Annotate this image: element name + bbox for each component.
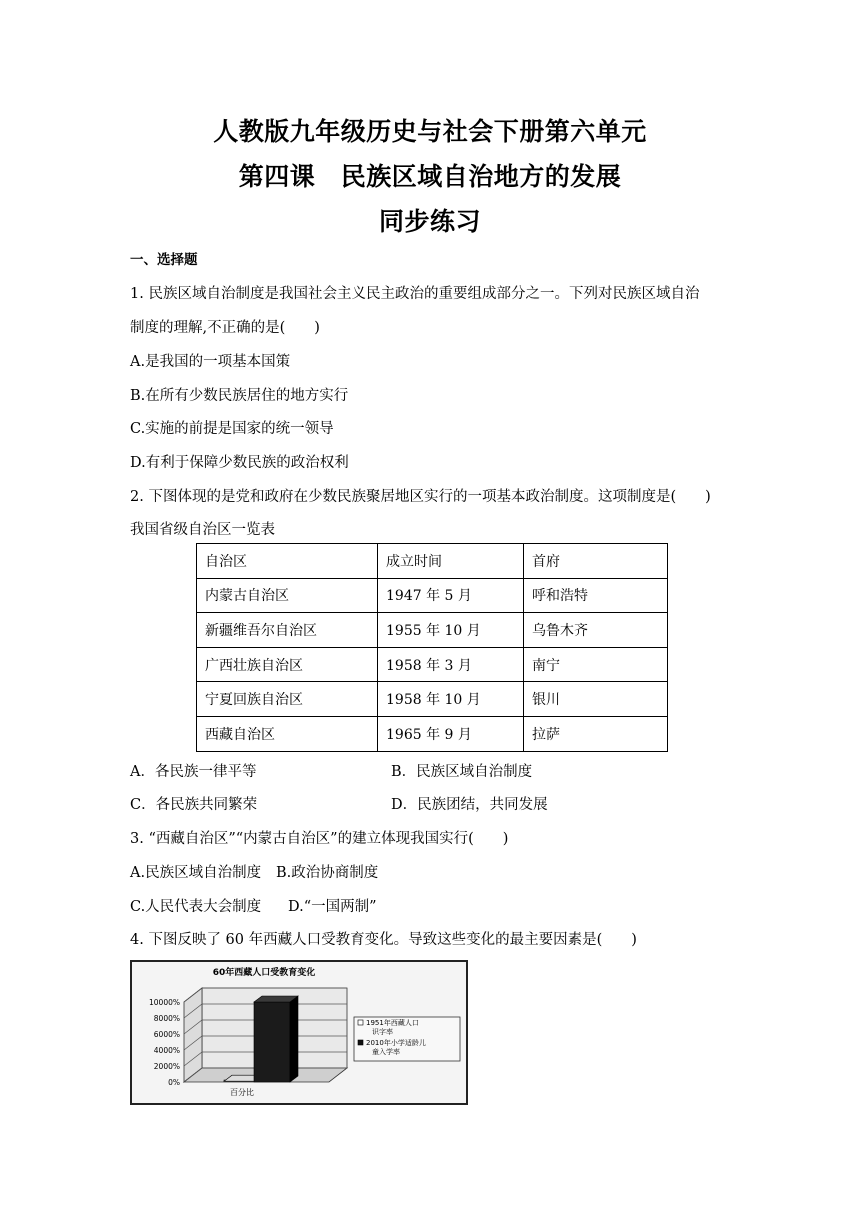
table-row (197, 716, 668, 751)
table-cell: 南宁 (524, 647, 668, 682)
chart-bar-side (290, 996, 298, 1082)
education-chart (130, 960, 468, 1105)
chart-legend-label: 2010年小学适龄儿童入学率 (366, 1039, 426, 1056)
title-line-2: 第四课 民族区域自治地方的发展 (238, 162, 622, 191)
q3-stem: 3. “西藏自治区”“内蒙古自治区”的建立体现我国实行( ) (130, 831, 509, 847)
q2-option-b: B．民族区域自治制度 (391, 764, 533, 780)
title-line-3: 同步练习 (378, 207, 481, 236)
chart-y-tick-label: 10000% (149, 998, 180, 1007)
q2-stem: 2. 下图体现的是党和政府在少数民族聚居地区实行的一项基本政治制度。这项制度是( ) (130, 489, 711, 505)
q1-option-b: B.在所有少数民族居住的地方实行 (130, 388, 349, 404)
table-row (197, 647, 668, 682)
table-cell: 拉萨 (524, 716, 668, 751)
table-cell: 西藏自治区 (197, 716, 378, 751)
title-line-1: 人教版九年级历史与社会下册第六单元 (213, 117, 647, 146)
table-cell: 新疆维吾尔自治区 (197, 613, 378, 648)
q4-stem: 4. 下图反映了 60 年西藏人口受教育变化。导致这些变化的最主要因素是( ) (130, 932, 637, 948)
table-header-row (197, 544, 668, 579)
table-cell: 1958 年 3 月 (378, 647, 524, 682)
table-cell: 1965 年 9 月 (378, 716, 524, 751)
table-header-cell: 成立时间 (378, 544, 524, 579)
q2-option-a: A．各民族一律平等 (130, 764, 257, 780)
table-cell: 广西壮族自治区 (197, 647, 378, 682)
chart-y-tick-label: 0% (168, 1078, 180, 1087)
chart-legend-label: 1951年西藏人口识字率 (366, 1019, 419, 1036)
q3-option-c: C.人民代表大会制度 (130, 899, 262, 915)
q1-stem-line1: 1. 民族区域自治制度是我国社会主义民主政治的重要组成部分之一。下列对民族区域自治 (130, 286, 700, 302)
q3-option-a: A.民族区域自治制度 (130, 865, 262, 881)
table-row (197, 613, 668, 648)
q3-option-b: B.政治协商制度 (276, 865, 379, 881)
q2-table-caption: 我国省级自治区一览表 (130, 522, 275, 538)
q1-option-d: D.有利于保障少数民族的政治权利 (130, 455, 349, 471)
table-cell: 1958 年 10 月 (378, 682, 524, 717)
table-header-cell: 自治区 (197, 544, 378, 579)
chart-bar-top (254, 996, 298, 1002)
chart-y-tick-label: 4000% (153, 1046, 180, 1055)
q1-option-c: C.实施的前提是国家的统一领导 (130, 421, 334, 437)
table-header-cell: 首府 (524, 544, 668, 579)
q1-stem-line2: 制度的理解,不正确的是( ) (130, 320, 320, 336)
autonomous-region-table (196, 543, 668, 752)
chart-x-tick-label: 百分比 (230, 1088, 254, 1097)
chart-side-wall (184, 988, 202, 1082)
chart-legend-swatch (358, 1020, 363, 1025)
table-row (197, 578, 668, 613)
q1-option-a: A.是我国的一项基本国策 (130, 354, 291, 370)
chart-y-tick-label: 8000% (153, 1014, 180, 1023)
table-row (197, 682, 668, 717)
chart-svg (132, 962, 466, 1103)
section-heading: 一、选择题 (130, 252, 198, 268)
table-cell: 1947 年 5 月 (378, 578, 524, 613)
table-cell: 银川 (524, 682, 668, 717)
table-cell: 乌鲁木齐 (524, 613, 668, 648)
table-cell: 呼和浩特 (524, 578, 668, 613)
chart-legend-swatch (358, 1040, 363, 1045)
chart-y-tick-label: 6000% (153, 1030, 180, 1039)
chart-y-tick-label: 2000% (153, 1062, 180, 1071)
table-cell: 宁夏回族自治区 (197, 682, 378, 717)
q2-option-d: D．民族团结，共同发展 (391, 797, 548, 813)
table-cell: 内蒙古自治区 (197, 578, 378, 613)
q3-option-d: D.“一国两制” (288, 899, 377, 915)
chart-bar (254, 1002, 290, 1082)
q2-option-c: C．各民族共同繁荣 (130, 797, 258, 813)
chart-title: 60年西藏人口受教育变化 (212, 968, 316, 978)
table-cell: 1955 年 10 月 (378, 613, 524, 648)
